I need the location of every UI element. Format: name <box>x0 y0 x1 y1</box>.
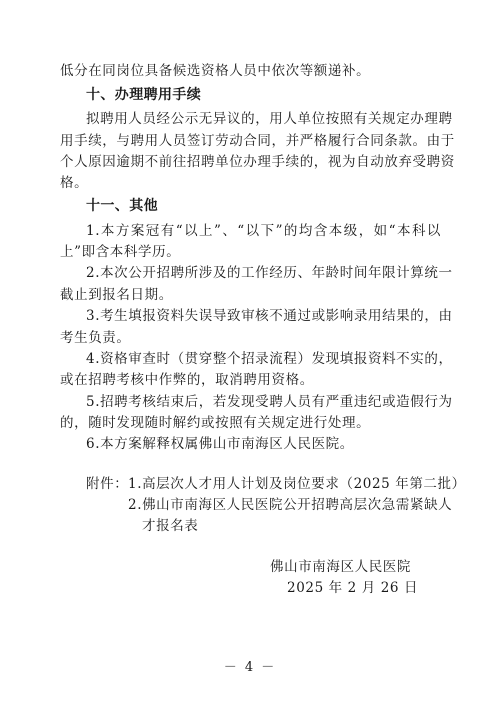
attachment-1: 1.高层次人才用人计划及岗位要求（2025 年第二批） <box>128 476 466 492</box>
page-number: － 4 － <box>223 660 277 675</box>
section-11-item-3-line-1: 3.考生填报资料失误导致审核不通过或影响录用结果的，由 <box>86 308 453 324</box>
section-11-item-4-line-2: 或在招聘考核中作弊的，取消聘用资格。 <box>60 372 314 388</box>
section-11-item-1-line-2: 上”即含本科学历。 <box>60 244 181 260</box>
section-10-line-2: 用手续，与聘用人员签订劳动合同，并严格履行合同条款。由于 <box>60 133 455 149</box>
section-11-item-5-line-2: 的，随时发现随时解约或按照有关规定进行处理。 <box>60 415 371 431</box>
section-11-item-3-line-2: 考生负责。 <box>60 330 131 346</box>
section-10-line-3: 个人原因逾期不前往招聘单位办理手续的，视为自动放弃受聘资 <box>60 154 455 170</box>
attachments-label: 附件： <box>86 476 129 492</box>
section-11-item-5-line-1: 5.招聘考核结束后，若发现受聘人员有严重违纪或造假行为 <box>86 394 453 410</box>
signature-date: 2025 年 2 月 26 日 <box>287 580 419 596</box>
signature-organization: 佛山市南海区人民医院 <box>270 559 411 575</box>
section-11-item-2-line-2: 截止到报名日期。 <box>60 287 173 303</box>
section-11-item-2-line-1: 2.本次公开招聘所涉及的工作经历、年龄时间年限计算统一 <box>86 265 453 281</box>
section-10-line-4: 格。 <box>60 175 89 191</box>
attachment-2-line-2: 才报名表 <box>142 518 199 534</box>
section-10-line-1: 拟聘用人员经公示无异议的，用人单位按照有关规定办理聘 <box>86 111 453 127</box>
section-11-item-1-line-1: 1.本方案冠有“以上”、“以下”的均含本级，如“本科以 <box>86 223 441 239</box>
attachment-2-line-1: 2.佛山市南海区人民医院公开招聘高层次急需紧缺人 <box>128 497 453 513</box>
section-10-heading: 十、办理聘用手续 <box>86 87 202 103</box>
section-11-item-6-line-1: 6.本方案解释权属佛山市南海区人民医院。 <box>86 436 354 452</box>
section-11-item-4-line-1: 4.资格审查时（贯穿整个招录流程）发现填报资料不实的， <box>86 351 453 367</box>
intro-line: 低分在同岗位具备候选资格人员中依次等额递补。 <box>60 63 371 79</box>
section-11-heading: 十一、其他 <box>86 198 158 214</box>
